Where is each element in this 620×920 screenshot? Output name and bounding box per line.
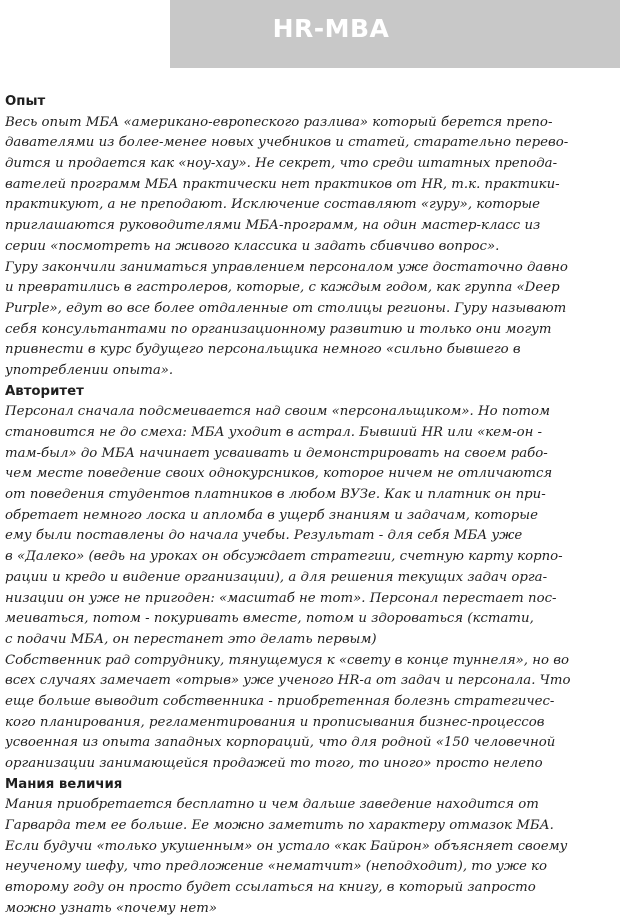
text-line: всех случаях замечает «отрыв» уже ученого HR-а от задач и персонала. Что [5, 673, 571, 689]
text-line: привнести в курс будущего персональщика немного «сильно бывшего в [5, 342, 521, 358]
text-line: становится не до смеха: МБА уходит в астрал. Бывший HR или «кем-он - [5, 425, 543, 440]
article-body [5, 92, 615, 920]
text-line: практикуют, а не преподают. Исключение составляют «гуру», которые [5, 197, 541, 213]
text-line: Весь опыт МБА «американо-европеского разлива» который берется препо- [5, 114, 553, 130]
text-line: второму году он просто будет ссылаться на книгу, в который запросто [5, 880, 536, 896]
text-line: усвоенная из опыта западных корпораций, что для родной «150 человечной [5, 735, 556, 751]
text-line: Гуру закончили заниматься управлением персоналом уже достаточно давно [5, 259, 568, 275]
text-line: обретает немного лоска и апломба в ущерб знаниям и задачам, которые [5, 507, 538, 523]
section-heading: Опыт [5, 94, 46, 109]
text-line: кого планирования, регламентирования и прописывания бизнес-процессов [5, 714, 545, 730]
text-line: ему были поставлены до начала учебы. Результат - для себя МБА уже [5, 528, 523, 544]
text-line: Purple», едут во все более отдаленные от столицы регионы. Гуру называют [5, 300, 567, 316]
text-line: употреблении опыта». [5, 362, 174, 378]
text-line: вателей программ МБА практически нет практиков от HR, т.к. практики- [5, 176, 560, 192]
page-title: HR-MBA [272, 14, 390, 43]
text-line: давателями из более-менее новых учебников и статей, старательно перево- [5, 135, 569, 151]
text-line: Гарварда тем ее больше. Ее можно заметить по характеру отмазок МБА. [5, 818, 554, 834]
text-line: себя консультантами по организационному развитию и только они могут [5, 321, 552, 337]
section-heading: Авторитет [5, 383, 84, 399]
text-line: еще больше выводит собственника - приобретенная болезнь стратегичес- [5, 693, 555, 709]
text-line: неученому шефу, что предложение «нематчит» (неподходит), то уже ко [5, 859, 548, 875]
text-line: с подачи МБА, он перестанет это делать первым) [5, 631, 377, 647]
text-line: можно узнать «почему нет» [5, 900, 218, 916]
text-line: организации занимающейся продажей то того, то иного» просто нелепо [5, 756, 543, 771]
text-line: дится и продается как «ноу-хау». Не секрет, что среди штатных препода- [5, 156, 558, 172]
text-line: Мания приобретается бесплатно и чем дальше заведение находится от [5, 797, 539, 813]
text-line: там-был» до МБА начинает усваивать и демонстрировать на своем рабо- [5, 445, 548, 461]
text-line: приглашаются руководителями МБА-программ, на один мастер-класс из [5, 218, 541, 234]
text-line: и превратились в гастролеров, которые, с каждым годом, как группа «Deep [5, 280, 560, 296]
text-line: рации и кредо и видение организации), а для решения текущих задач орга- [5, 569, 548, 585]
text-line: Персонал сначала подсмеивается над своим «персональщиком». Но потом [5, 404, 551, 420]
text-line: чем месте поведение своих однокурсников, которое ничем не отличаются [5, 466, 553, 482]
text-line: Если будучи «только укушенным» он устало «как Байрон» объясняет своему [5, 838, 568, 854]
text-line: Собственник рад сотруднику, тянущемуся к «свету в конце туннеля», но во [5, 652, 569, 668]
text-line: низации он уже не пригоден: «масштаб не тот». Персонал перестает пос- [5, 590, 557, 606]
text-line: меиваться, потом - покуривать вместе, потом и здороваться (кстати, [5, 611, 534, 627]
section-heading: Мания величия [5, 776, 123, 792]
text-line: в «Далеко» (ведь на уроках он обсуждает стратегии, счетную карту корпо- [5, 549, 563, 565]
text-line: серии «посмотреть на живого классика и задать сбивчиво вопрос». [5, 238, 500, 254]
text-line: от поведения студентов платников в любом ВУЗе. Как и платник он при- [5, 487, 546, 503]
